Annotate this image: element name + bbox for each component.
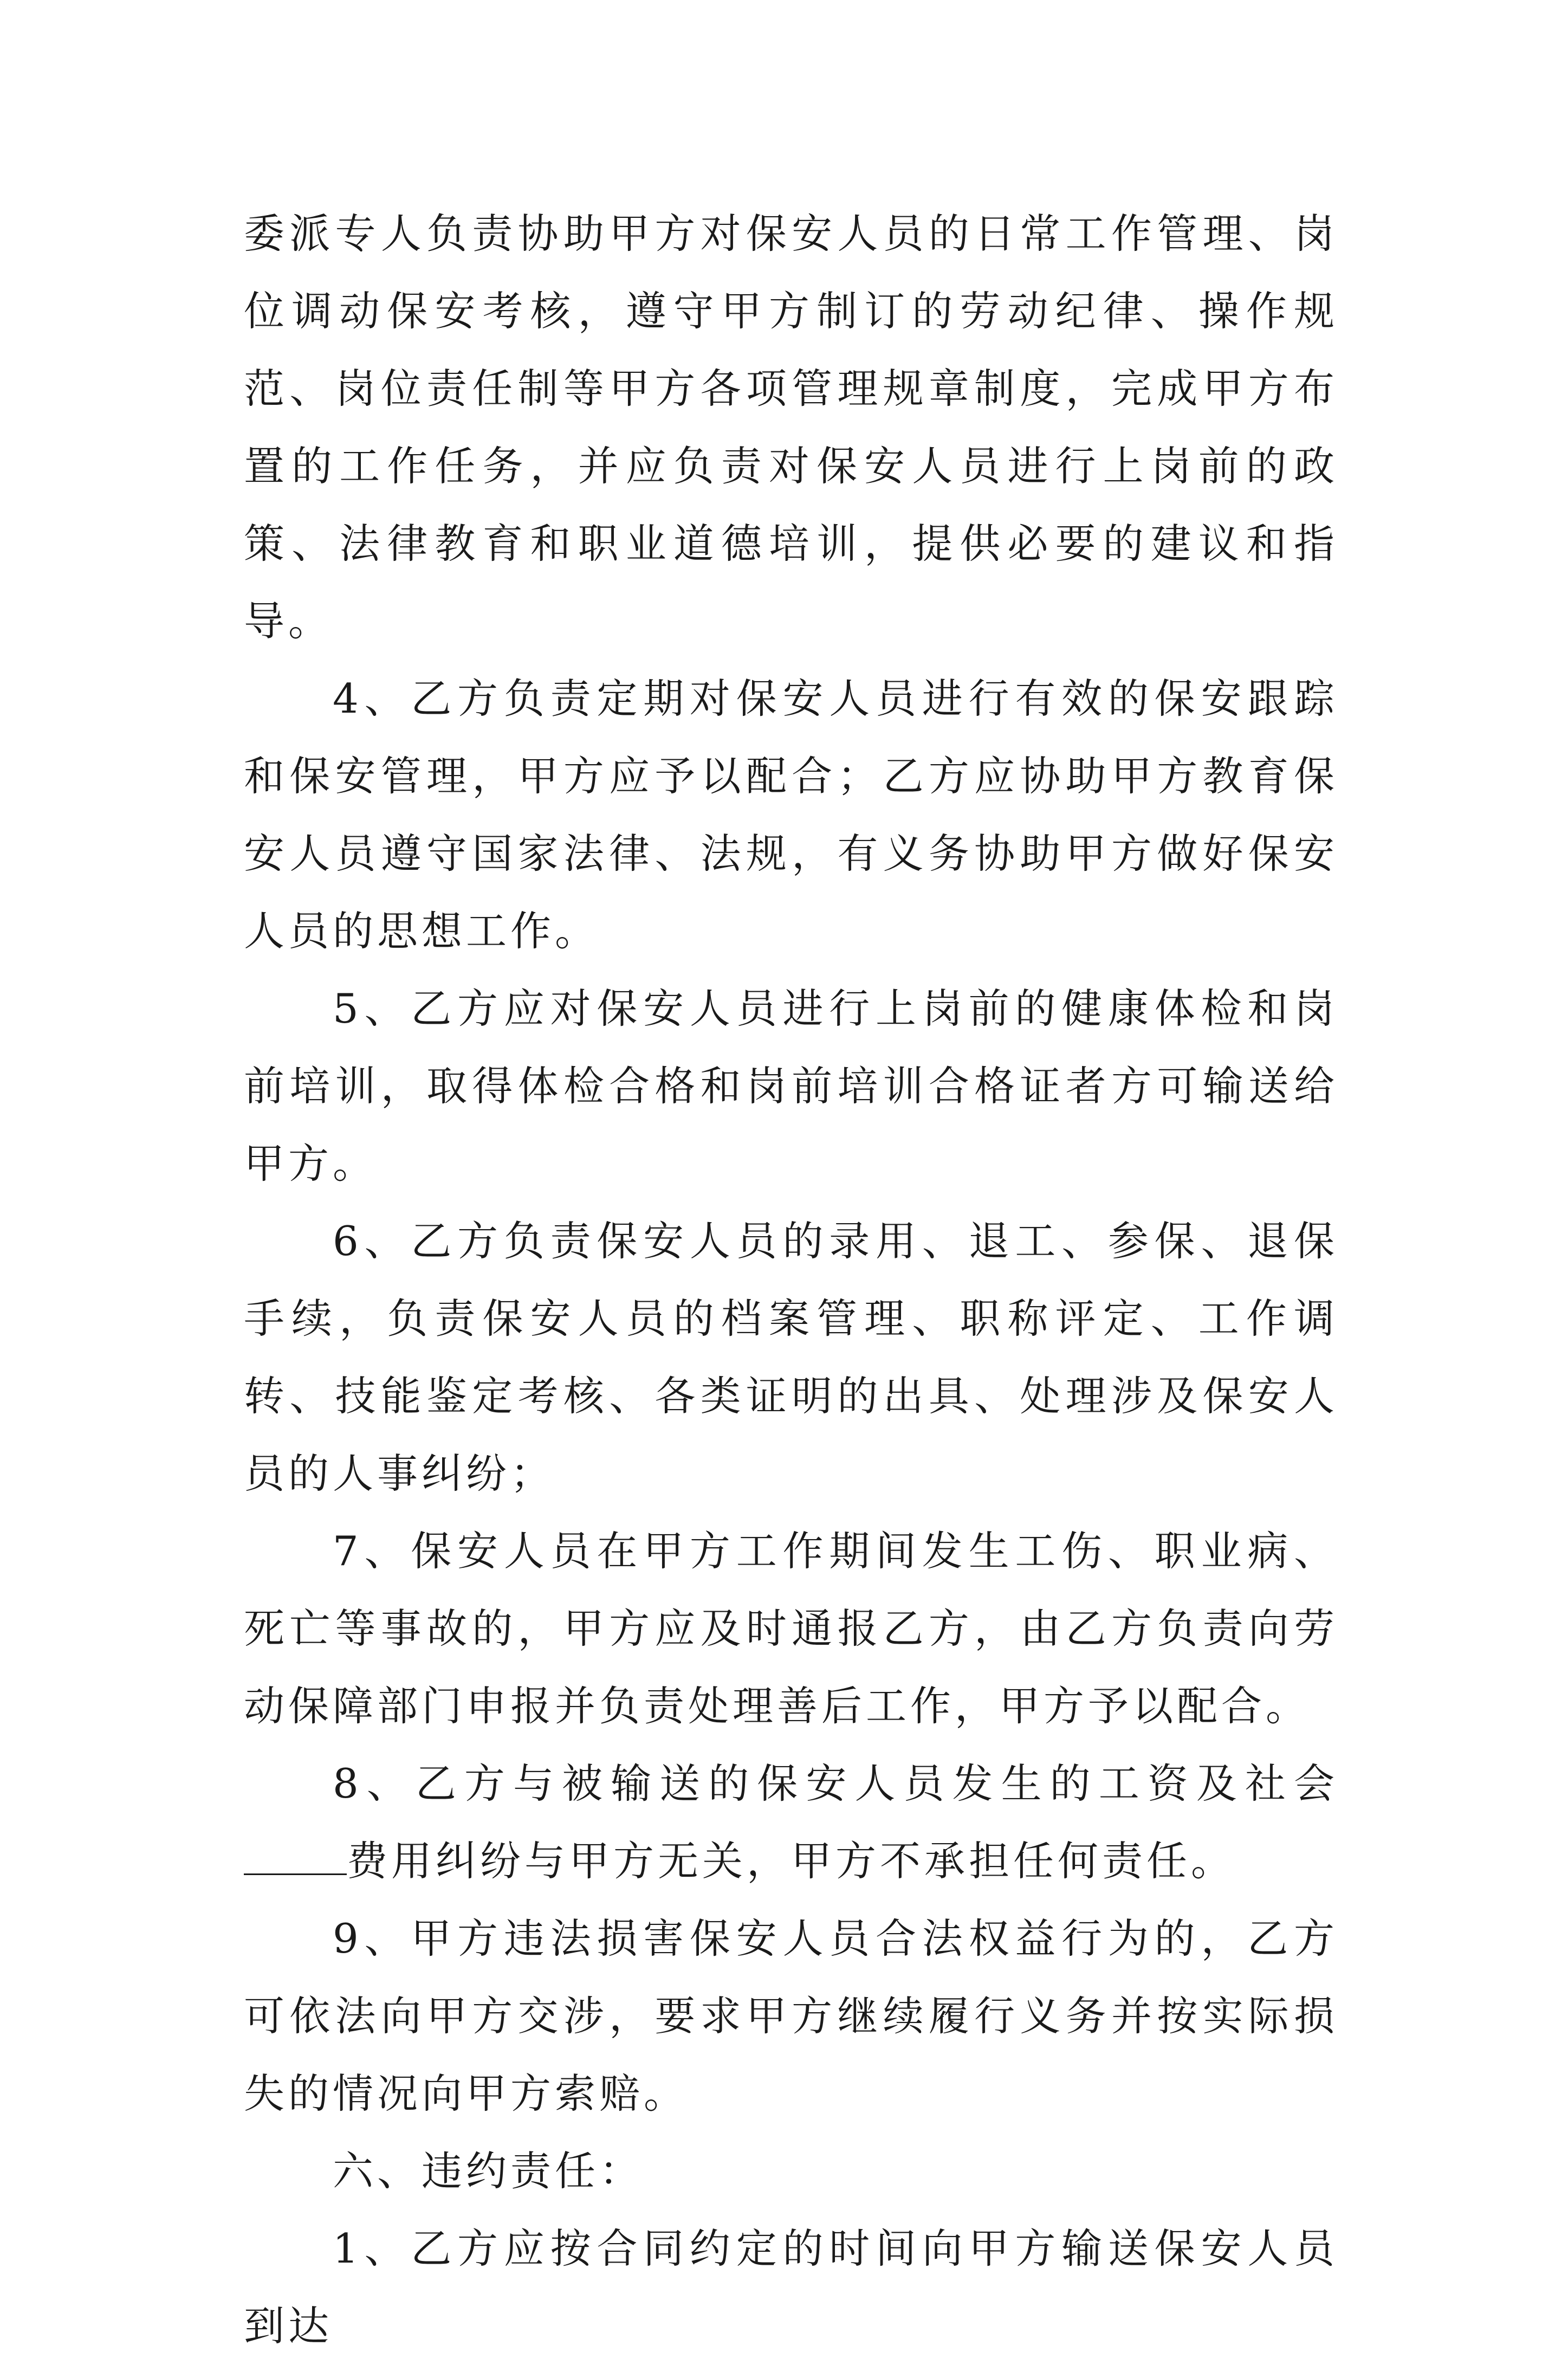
document-body (244, 195, 1338, 2365)
section-heading-liability: 六、违约责任： (333, 2147, 644, 2195)
paragraph-clause-6: 6、乙方负责保安人员的录用、退工、参保、退保手续，负责保安人员的档案管理、职称评定、工作调转、技能鉴定考核、各类证明的出具、处理涉及保安人员的人事纠纷； (244, 1217, 1338, 1497)
paragraph-clause-7: 7、保安人员在甲方工作期间发生工伤、职业病、死亡等事故的，甲方应及时通报乙方，由乙方负责向劳动保障部门申报并负责处理善后工作，甲方予以配合。 (244, 1527, 1338, 1730)
paragraph-clause-8 (244, 1745, 1338, 1900)
paragraph-clause-5: 5、乙方应对保安人员进行上岗前的健康体检和岗前培训，取得体检合格和岗前培训合格证者方可输送给甲方。 (244, 985, 1338, 1187)
paragraph-liability-clause-1: 1、乙方应按合同约定的时间向甲方输送保安人员到达 (244, 2225, 1338, 2350)
paragraph-clause-9: 9、甲方违法损害保安人员合法权益行为的，乙方可依法向甲方交涉，要求甲方继续履行义务并按实际损失的情况向甲方索赔。 (244, 1915, 1338, 2117)
paragraph-clause-4: 4、乙方负责定期对保安人员进行有效的保安跟踪和保安管理，甲方应予以配合；乙方应协助甲方教育保安人员遵守国家法律、法规，有义务协助甲方做好保安人员的思想工作。 (244, 675, 1338, 955)
clause-8-text-after-blank: 费用纠纷与甲方无关，甲方不承担任何责任。 (347, 1837, 1236, 1885)
clause-8-text-before-blank: 8、乙方与被输送的保安人员发生的工资及社会 (333, 1760, 1338, 1807)
paragraph-continuation: 委派专人负责协助甲方对保安人员的日常工作管理、岗位调动保安考核，遵守甲方制订的劳动纪律、操作规范、岗位责任制等甲方各项管理规章制度，完成甲方布置的工作任务，并应负责对保安人员进行上岗前的政策、法律教育和职业道德培训，提供必要的建议和指导。 (244, 210, 1338, 645)
fill-in-blank (244, 1839, 347, 1875)
